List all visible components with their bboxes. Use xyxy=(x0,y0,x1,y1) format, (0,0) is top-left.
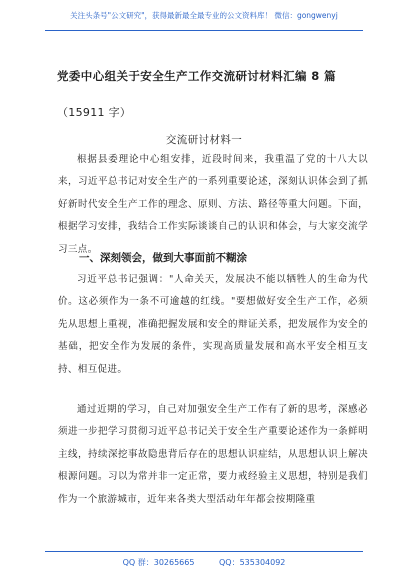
quote-paragraph: 习近平总书记强调："人命关天，发展决不能以牺牲人的生命为代价。这必须作为一条不可逾越的红线。"要想做好安全生产工作，必须先从思想上重视，准确把握发展和安全的辩证关系，把发展作为安全的基础，把安全作为发展的条件，实现高质量发展和高水平安全相互支持、相互促进。 xyxy=(58,274,368,375)
page-footer xyxy=(0,557,408,568)
qq-label: QQ：535304092 xyxy=(219,558,286,567)
page-header-banner: 关注头条号"公文研究"，获得最新最全最专业的公文资料库！ 微信：gongwenyj xyxy=(70,11,338,20)
section-one-heading: 一、深刻领会，做到大事面前不糊涂 xyxy=(79,252,247,264)
qq-group-label: QQ 群：30265665 xyxy=(122,558,195,567)
document-word-count: （15911 字） xyxy=(57,106,132,119)
material-heading: 交流研讨材料一 xyxy=(165,134,243,146)
document-title: 党委中心组关于安全生产工作交流研讨材料汇编 8 篇 xyxy=(57,69,337,83)
header-divider xyxy=(45,30,363,31)
study-paragraph: 通过近期的学习，自己对加强安全生产工作有了新的思考，深感必须进一步把学习贯彻习近平总书记关于安全生产重要论述作为一条鲜明主线，持续深挖事故隐患背后存在的思想认识症结，从思想认识上解决根源问题。习以为常并非一定正常，要力戒经验主义思想，特别是我们作为一个旅游城市，近年来各类大型活动年年都会按期隆重 xyxy=(58,404,368,505)
footer-divider xyxy=(45,551,363,552)
intro-paragraph: 根据县委理论中心组安排，近段时间来，我重温了党的十八大以来，习近平总书记对安全生产的一系列重要论述，深刻认识体会到了抓好新时代安全生产工作的理念、原则、方法、路径等重大问题。下面，根据学习安排，我结合工作实际谈谈自己的认识和体会，与大家交流学习三点。 xyxy=(58,154,368,255)
